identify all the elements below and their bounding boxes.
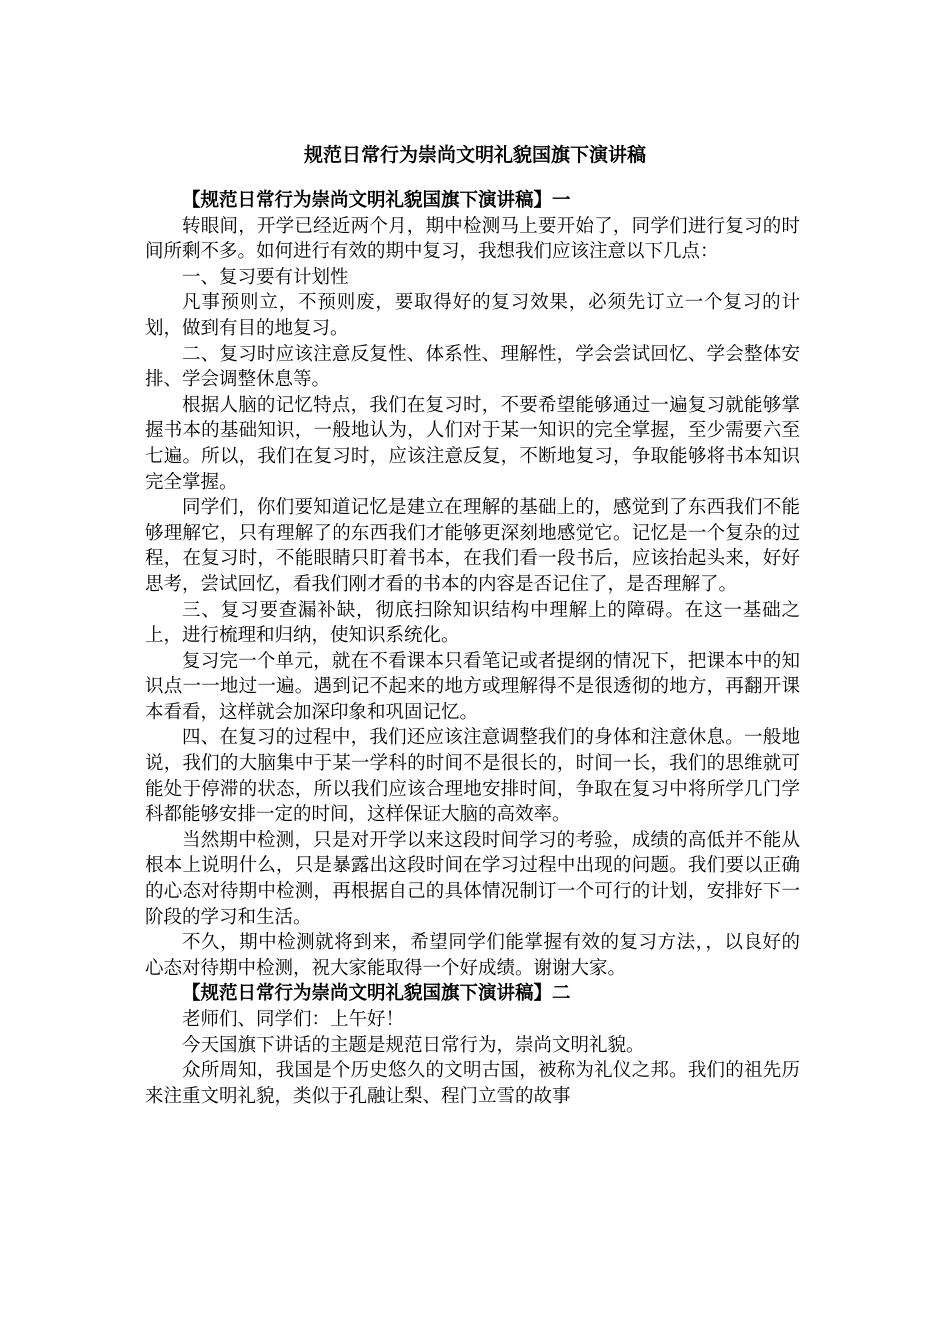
- paragraph: 根据人脑的记忆特点，我们在复习时，不要希望能够通过一遍复习就能够掌握书本的基础知识，一般地认为，人们对于某一知识的完全掌握，至少需要六至七遍。所以，我们在复习时，应该注意反复，不断地复习，争取能够将书本知识完全掌握。: [145, 394, 800, 493]
- paragraph: 众所周知，我国是个历史悠久的文明古国，被称为礼仪之邦。我们的祖先历来注重文明礼貌，类似于孔融让梨、程门立雪的故事: [145, 1060, 800, 1107]
- document-body: [145, 188, 800, 1109]
- paragraph: 转眼间，开学已经近两个月，期中检测马上要开始了，同学们进行复习的时间所剩不多。如何进行有效的期中复习，我想我们应该注意以下几点：: [145, 215, 800, 263]
- paragraph: 老师们、同学们：上午好！: [182, 1009, 405, 1030]
- paragraph: 二、复习时应该注意反复性、体系性、理解性，学会尝试回忆、学会整体安排、学会调整休息等。: [145, 343, 800, 391]
- paragraph: 凡事预则立，不预则废，要取得好的复习效果，必须先订立一个复习的计划，做到有目的地复习。: [145, 292, 800, 339]
- paragraph: 不久，期中检测就将到来，希望同学们能掌握有效的复习方法，，以良好的心态对待期中检测，祝大家能取得一个好成绩。谢谢大家。: [145, 932, 800, 979]
- paragraph: 当然期中检测，只是对开学以来这段时间学习的考验，成绩的高低并不能从根本上说明什么，只是暴露出这段时间在学习过程中出现的问题。我们要以正确的心态对待期中检测，再根据自己的具体情况制订一个可行的计划，安排好下一阶段的学习和生活。: [145, 829, 800, 928]
- section-heading: 【规范日常行为崇尚文明礼貌国旗下演讲稿】一: [182, 190, 571, 211]
- paragraph: 三、复习要查漏补缺，彻底扫除知识结构中理解上的障碍。在这一基础之上，进行梳理和归纳，使知识系统化。: [145, 599, 800, 647]
- paragraph: 一、复习要有计划性: [182, 266, 349, 288]
- document-title: 规范日常行为崇尚文明礼貌国旗下演讲稿: [303, 144, 646, 166]
- paragraph: 复习完一个单元，就在不看课本只看笔记或者提纲的情况下，把课本中的知识点一一地过一遍。遇到记不起来的地方或理解得不是很透彻的地方，再翻开课本看看，这样就会加深印象和巩固记忆。: [145, 650, 800, 723]
- section-heading: 【规范日常行为崇尚文明礼貌国旗下演讲稿】二: [182, 983, 571, 1005]
- paragraph: 同学们，你们要知道记忆是建立在理解的基础上的，感觉到了东西我们不能够理解它，只有理解了的东西我们才能够更深刻地感觉它。记忆是一个复杂的过程，在复习时，不能眼睛只盯着书本，在我们看一段书后，应该抬起头来，好好思考，尝试回忆，看我们刚才看的书本的内容是否记住了，是否理解了。: [145, 497, 800, 595]
- paragraph: 今天国旗下讲话的主题是规范日常行为，崇尚文明礼貌。: [182, 1034, 645, 1056]
- paragraph: 四、在复习的过程中，我们还应该注意调整我们的身体和注意休息。一般地说，我们的大脑集中于某一学科的时间不是很长的，时间一长，我们的思维就可能处于停滞的状态，所以我们应该合理地安排时间，争取在复习中将所学几门学科都能够安排一定的时间，这样保证大脑的高效率。: [145, 727, 800, 826]
